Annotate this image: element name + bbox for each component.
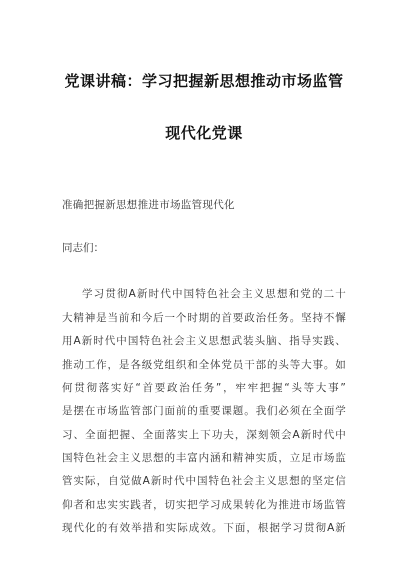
body-line: 国特色社会主义思想的丰富内涵和精神实质，立足市场监	[62, 452, 346, 464]
body-line: 是摆在市场监管部门面前的重要课题。我们必须在全面学	[62, 405, 346, 417]
body-line: 现代化的有效举措和实际成效。下面，根据学习贯彻A新	[62, 522, 346, 534]
body-line: 仰者和忠实实践者，切实把学习成果转化为推进市场监管	[62, 499, 346, 511]
document-subtitle: 准确把握新思想推进市场监管现代化	[62, 199, 235, 211]
body-line: 推动工作，是各级党组织和全体党员干部的头等大事。如	[62, 359, 346, 371]
body-line: 大精神是当前和今后一个时期的首要政治任务。坚持不懈	[62, 312, 346, 324]
body-line: 管实际，自觉做A新时代中国特色社会主义思想的坚定信	[62, 475, 346, 487]
document-title-line-2: 现代化党课	[165, 124, 243, 142]
salutation: 同志们：	[62, 242, 104, 254]
body-line: 何贯彻落实好“首要政治任务”，牢牢把握“头等大事”	[62, 382, 346, 394]
body-line: 用A新时代中国特色社会主义思想武装头脑、指导实践、	[62, 335, 346, 347]
body-line: 习、全面把握、全面落实上下功夫，深刻领会A新时代中	[62, 429, 346, 441]
body-line: 学习贯彻A新时代中国特色社会主义思想和党的二十	[82, 288, 346, 300]
document-title-line-1: 党课讲稿：学习把握新思想推动市场监管	[64, 72, 344, 90]
